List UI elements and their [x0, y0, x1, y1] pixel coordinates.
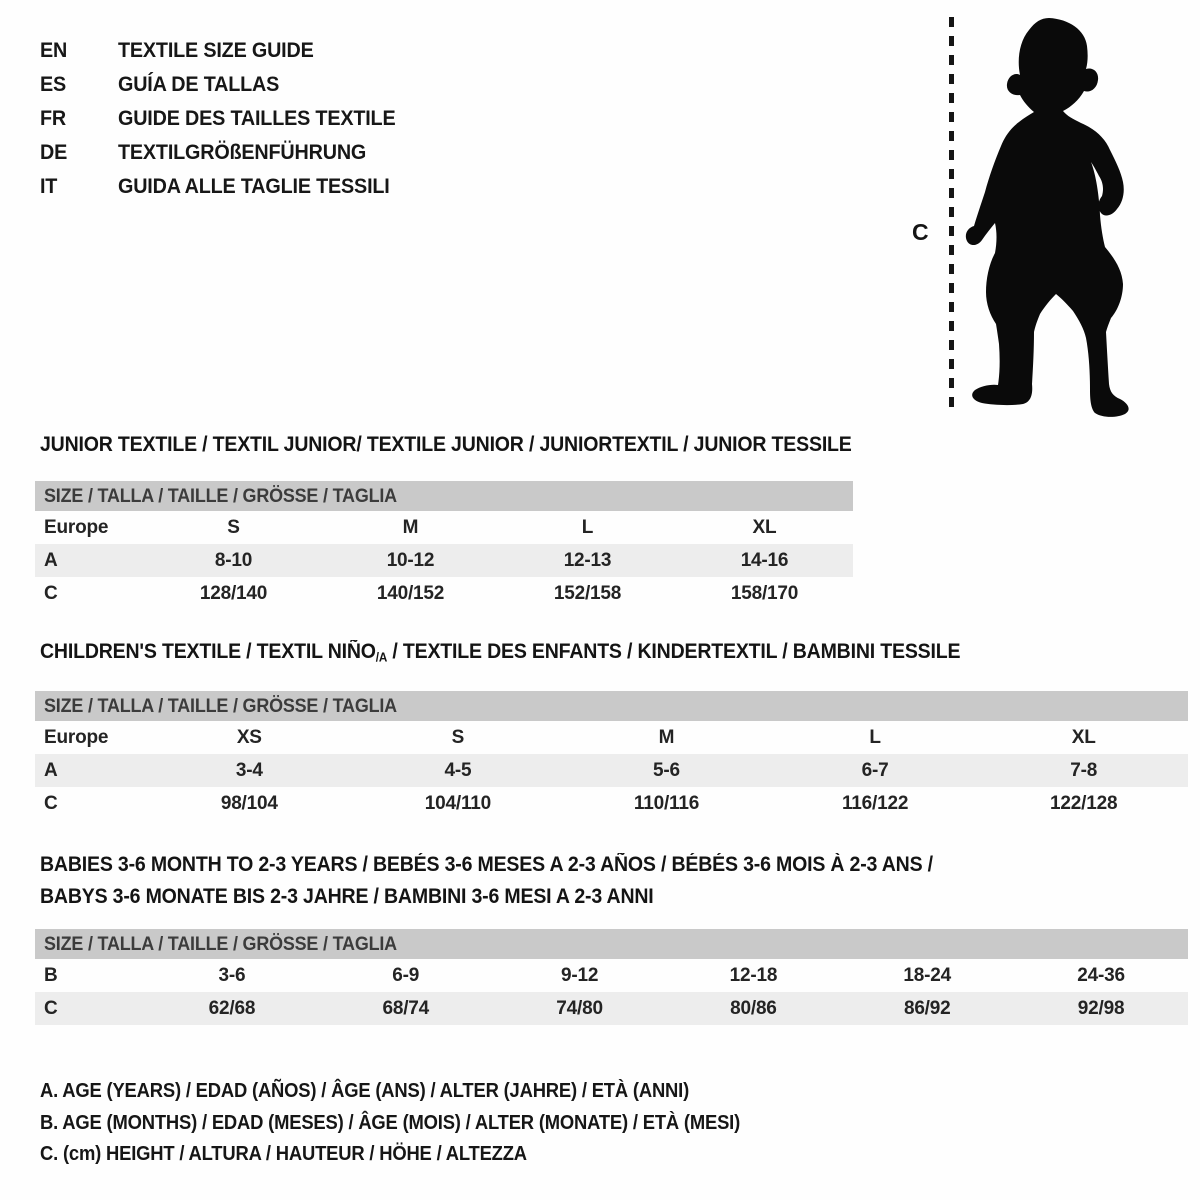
table-row-age: [35, 754, 1188, 787]
language-title: TEXTILGRÖßENFÜHRUNG: [118, 139, 367, 164]
size-column-header: L: [581, 516, 594, 538]
language-title: GUIDA ALLE TAGLIE TESSILI: [118, 173, 390, 198]
legend-age-months: B. AGE (MONTHS) / EDAD (MESES) / ÂGE (MOIS) / ALTER (MONATE) / ETÀ (MESI): [40, 1111, 741, 1134]
table-row-age: [35, 544, 853, 577]
language-code: IT: [40, 173, 58, 198]
table-row-height: [35, 992, 1188, 1025]
language-title: GUIDE DES TAILLES TEXTILE: [118, 105, 396, 130]
cell-value: 12-18: [729, 964, 778, 986]
babies-size-table: [35, 929, 1188, 1025]
cell-value: 6-9: [392, 964, 420, 986]
cell-value: 98/104: [220, 792, 278, 814]
size-header-bar: [35, 929, 1188, 959]
row-label: A: [44, 549, 58, 571]
cell-value: 12-13: [563, 549, 612, 571]
toddler-silhouette-image: [955, 12, 1150, 417]
cell-value: 158/170: [730, 582, 799, 604]
size-header-label: SIZE / TALLA / TAILLE / GRÖSSE / TAGLIA: [44, 484, 397, 507]
table-row-height: [35, 787, 1188, 820]
junior-section-title: JUNIOR TEXTILE / TEXTIL JUNIOR/ TEXTILE JUNIOR / JUNIORTEXTIL / JUNIOR TESSILE: [40, 433, 852, 456]
size-column-header: XS: [236, 726, 262, 748]
size-header-bar: [35, 691, 1188, 721]
cell-value: 92/98: [1077, 997, 1125, 1019]
babies-title-line2: BABYS 3-6 MONATE BIS 2-3 JAHRE / BAMBINI 3-6 MESI A 2-3 ANNI: [40, 885, 654, 908]
children-size-table: [35, 691, 1188, 820]
children-section-title: [40, 640, 960, 665]
cell-value: 10-12: [386, 549, 435, 571]
language-row-it: [40, 169, 420, 203]
babies-section-title: [40, 849, 933, 913]
size-column-header: S: [451, 726, 465, 748]
cell-value: 3-4: [235, 759, 263, 781]
children-title-text: CHILDREN'S TEXTILE / TEXTIL NIÑO: [40, 640, 376, 663]
language-title: GUÍA DE TALLAS: [118, 71, 280, 96]
cell-value: 24-36: [1077, 964, 1125, 986]
cell-value: 140/152: [376, 582, 445, 604]
babies-title-line1: BABIES 3-6 MONTH TO 2-3 YEARS / BEBÉS 3-6 MESES A 2-3 AÑOS / BÉBÉS 3-6 MOIS À 2-3 ANS /: [40, 853, 933, 876]
language-row-en: [40, 33, 420, 67]
cell-value: 18-24: [903, 964, 952, 986]
cell-value: 7-8: [1070, 759, 1098, 781]
row-label: A: [44, 759, 58, 781]
size-column-header: S: [227, 516, 240, 538]
table-header-row: [35, 511, 853, 544]
size-header-label: SIZE / TALLA / TAILLE / GRÖSSE / TAGLIA: [44, 932, 397, 955]
cell-value: 74/80: [556, 997, 603, 1019]
junior-size-table: [35, 481, 853, 610]
cell-value: 6-7: [861, 759, 889, 781]
table-row-height: [35, 577, 853, 610]
size-column-header: M: [402, 516, 419, 538]
cell-value: 122/128: [1050, 792, 1118, 814]
cell-value: 14-16: [740, 549, 789, 571]
size-column-header: L: [869, 726, 881, 748]
cell-value: 152/158: [553, 582, 622, 604]
table-row-months: [35, 959, 1188, 992]
language-row-fr: [40, 101, 420, 135]
height-measure-label: C: [912, 219, 929, 245]
height-dashed-line: [949, 17, 954, 416]
row-label: C: [44, 997, 58, 1019]
size-header-bar: [35, 481, 853, 511]
table-header-row: [35, 721, 1188, 754]
cell-value: 62/68: [208, 997, 256, 1019]
size-header-label: SIZE / TALLA / TAILLE / GRÖSSE / TAGLIA: [44, 694, 397, 717]
language-title-list: [40, 33, 420, 203]
measurement-legend: [40, 1076, 801, 1171]
region-label: Europe: [44, 516, 109, 538]
row-label: C: [44, 582, 58, 604]
language-code: EN: [40, 37, 68, 62]
cell-value: 8-10: [214, 549, 253, 571]
cell-value: 5-6: [653, 759, 680, 781]
cell-value: 80/86: [730, 997, 777, 1019]
cell-value: 86/92: [903, 997, 951, 1019]
row-label: B: [44, 964, 58, 986]
language-code: FR: [40, 105, 67, 130]
cell-value: 3-6: [218, 964, 246, 986]
cell-value: 9-12: [560, 964, 599, 986]
legend-age-years: A. AGE (YEARS) / EDAD (AÑOS) / ÂGE (ANS) / ALTER (JAHRE) / ETÀ (ANNI): [40, 1080, 690, 1103]
size-column-header: M: [658, 726, 675, 748]
size-column-header: XL: [752, 516, 777, 538]
language-title: TEXTILE SIZE GUIDE: [118, 37, 314, 62]
language-row-de: [40, 135, 420, 169]
children-title-subscript: /A: [375, 650, 388, 665]
language-row-es: [40, 67, 420, 101]
cell-value: 116/122: [841, 792, 909, 814]
language-code: ES: [40, 71, 67, 96]
cell-value: 110/116: [633, 792, 700, 814]
cell-value: 104/110: [424, 792, 491, 814]
row-label: C: [44, 792, 58, 814]
cell-value: 68/74: [382, 997, 430, 1019]
size-column-header: XL: [1071, 726, 1096, 748]
cell-value: 4-5: [444, 759, 472, 781]
cell-value: 128/140: [199, 582, 268, 604]
children-title-text: / TEXTILE DES ENFANTS / KINDERTEXTIL / BAMBINI TESSILE: [387, 640, 961, 663]
region-label: Europe: [44, 726, 109, 748]
language-code: DE: [40, 139, 68, 164]
legend-height-cm: C. (cm) HEIGHT / ALTURA / HAUTEUR / HÖHE / ALTEZZA: [40, 1143, 527, 1166]
